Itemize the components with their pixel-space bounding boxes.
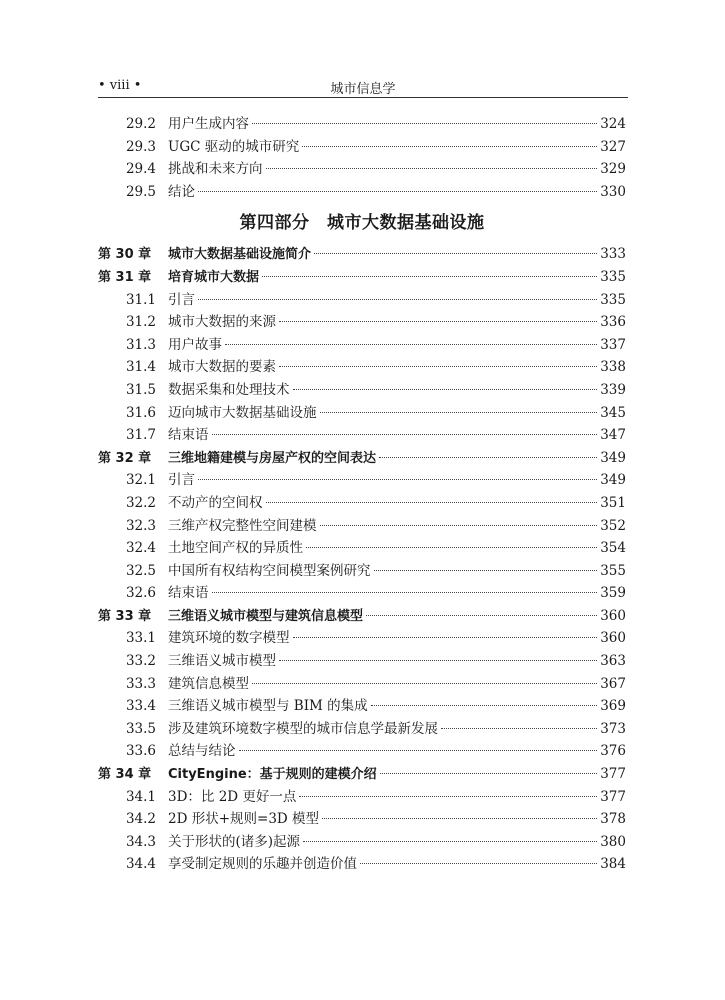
toc-section-entry (98, 537, 626, 560)
page-number: 373 (600, 720, 626, 737)
dot-leader (198, 190, 597, 192)
chapter-number: 第 32 章 (98, 450, 152, 466)
section-number: 29.4 (125, 161, 156, 178)
page-number: 335 (600, 291, 626, 308)
toc-section-entry (98, 311, 626, 334)
section-title: 享受制定规则的乐趣并创造价值 (168, 856, 357, 873)
part-title: 第四部分 城市大数据基础设施 (239, 213, 485, 234)
toc-section-entry (98, 718, 626, 741)
page-number: 376 (600, 743, 626, 760)
section-number: 31.4 (125, 359, 156, 376)
chapter-number: 第 31 章 (98, 269, 152, 285)
dot-leader (239, 749, 598, 751)
page-number: 354 (600, 540, 626, 557)
dot-leader (379, 456, 597, 458)
toc-section-entry (98, 356, 626, 379)
section-title: 结束语 (168, 585, 209, 602)
dot-leader (279, 365, 597, 367)
dot-leader (322, 817, 597, 819)
page-number: 336 (600, 314, 626, 331)
section-title: 引言 (168, 291, 195, 308)
page-number: 377 (600, 788, 626, 805)
toc-section-entry (98, 650, 626, 673)
page-number: 324 (600, 116, 626, 132)
dot-leader (293, 636, 598, 638)
page-number: 351 (600, 494, 626, 511)
toc-chapter-entry (98, 243, 626, 266)
toc-chapter-entry (98, 266, 626, 289)
page-number: 380 (600, 833, 626, 850)
section-title: UGC 驱动的城市研究 (168, 138, 300, 155)
toc-section-entry (98, 158, 626, 181)
toc-section-entry (98, 402, 626, 425)
dot-leader (314, 252, 597, 254)
page-number: 345 (600, 404, 626, 421)
dot-leader (374, 569, 598, 571)
section-title: 三维语义城市模型 (168, 653, 276, 670)
dot-leader (198, 478, 597, 480)
section-number: 31.7 (125, 427, 156, 444)
dot-leader (302, 145, 597, 147)
section-number: 34.1 (125, 788, 156, 805)
section-title: 涉及建筑环境数字模型的城市信息学最新发展 (168, 720, 438, 737)
table-of-contents (98, 113, 626, 876)
section-title: 用户生成内容 (168, 116, 249, 132)
toc-section-entry (98, 469, 626, 492)
dot-leader (266, 167, 598, 169)
section-number: 31.5 (125, 381, 156, 398)
page-number: 363 (600, 653, 626, 670)
toc-section-entry (98, 853, 626, 876)
page-number: 329 (600, 161, 626, 178)
chapter-title: 培育城市大数据 (168, 269, 260, 285)
section-title: 三维语义城市模型与 BIM 的集成 (168, 698, 368, 715)
section-number: 34.2 (125, 811, 156, 828)
dot-leader (293, 388, 598, 390)
toc-section-entry (98, 113, 626, 136)
section-number: 32.3 (125, 517, 156, 534)
dot-leader (198, 298, 597, 300)
page-number: 338 (600, 359, 626, 376)
section-number: 31.6 (125, 404, 156, 421)
section-title: 用户故事 (168, 336, 222, 353)
book-title: 城市信息学 (330, 82, 396, 97)
dot-leader (262, 275, 597, 277)
section-title: 城市大数据的来源 (168, 314, 276, 331)
toc-section-entry (98, 492, 626, 515)
section-title: 引言 (168, 472, 195, 489)
chapter-number: 第 34 章 (98, 767, 152, 783)
page-number: 333 (600, 246, 626, 263)
section-number: 32.2 (125, 494, 156, 511)
running-header (98, 76, 628, 98)
toc-section-entry (98, 289, 626, 312)
page-number: 347 (600, 427, 626, 444)
dot-leader (266, 501, 598, 503)
toc-chapter-entry (98, 447, 626, 470)
page-number: 378 (600, 811, 626, 828)
section-title: 建筑环境的数字模型 (168, 630, 290, 647)
section-number: 33.1 (125, 630, 156, 647)
section-number: 33.5 (125, 720, 156, 737)
page-number: 339 (600, 381, 626, 398)
section-title: 建筑信息模型 (168, 675, 249, 692)
toc-section-entry (98, 582, 626, 605)
section-number: 34.3 (125, 833, 156, 850)
toc-section-entry (98, 181, 626, 204)
dot-leader (252, 122, 597, 124)
page-number: 352 (600, 517, 626, 534)
section-title: 总结与结论 (168, 743, 236, 760)
section-number: 29.5 (125, 183, 156, 200)
chapter-title: 三维地籍建模与房屋产权的空间表达 (168, 450, 377, 466)
section-number: 32.5 (125, 562, 156, 579)
section-number: 32.6 (125, 585, 156, 602)
page-number: 360 (600, 607, 626, 624)
section-number: 31.2 (125, 314, 156, 331)
chapter-title: 城市大数据基础设施简介 (168, 247, 312, 263)
section-title: 不动产的空间权 (168, 494, 263, 511)
toc-section-entry (98, 673, 626, 696)
dot-leader (303, 840, 597, 842)
toc-section-entry (98, 831, 626, 854)
page-number: 330 (600, 183, 626, 200)
dot-leader (320, 524, 598, 526)
page-number: • viii • (98, 78, 142, 93)
page-number: 349 (600, 449, 626, 466)
page-number: 349 (600, 472, 626, 489)
section-title: 城市大数据的要素 (168, 359, 276, 376)
section-number: 33.6 (125, 743, 156, 760)
section-title: 3D：比 2D 更好一点 (168, 788, 297, 805)
page-number: 367 (600, 675, 626, 692)
page-number: 377 (600, 766, 626, 783)
toc-section-entry (98, 740, 626, 763)
section-number: 33.2 (125, 653, 156, 670)
chapter-number: 第 33 章 (98, 608, 152, 624)
dot-leader (441, 727, 597, 729)
dot-leader (360, 862, 597, 864)
section-title: 结论 (168, 183, 195, 200)
dot-leader (212, 433, 598, 435)
toc-section-entry (98, 334, 626, 357)
page-number: 360 (600, 630, 626, 647)
toc-section-entry (98, 515, 626, 538)
dot-leader (212, 591, 598, 593)
toc-section-entry (98, 379, 626, 402)
chapter-title: CityEngine：基于规则的建模介绍 (168, 767, 377, 783)
section-number: 32.1 (125, 472, 156, 489)
section-title: 挑战和未来方向 (168, 161, 263, 178)
section-title: 迈向城市大数据基础设施 (168, 404, 317, 421)
section-title: 三维产权完整性空间建模 (168, 517, 317, 534)
dot-leader (279, 320, 597, 322)
dot-leader (320, 411, 598, 413)
section-number: 33.3 (125, 675, 156, 692)
chapter-number: 第 30 章 (98, 247, 152, 263)
section-number: 31.1 (125, 291, 156, 308)
section-number: 31.3 (125, 336, 156, 353)
toc-section-entry (98, 786, 626, 809)
dot-leader (366, 614, 597, 616)
header-rule (98, 97, 628, 98)
section-number: 34.4 (125, 856, 156, 873)
toc-section-entry (98, 560, 626, 583)
toc-section-entry (98, 424, 626, 447)
dot-leader (225, 343, 597, 345)
dot-leader (380, 772, 598, 774)
page-number: 327 (600, 138, 626, 155)
chapter-title: 三维语义城市模型与建筑信息模型 (168, 608, 364, 624)
dot-leader (299, 795, 597, 797)
section-title: 数据采集和处理技术 (168, 381, 290, 398)
section-number: 32.4 (125, 540, 156, 557)
section-title: 结束语 (168, 427, 209, 444)
section-number: 33.4 (125, 698, 156, 715)
page-number: 369 (600, 698, 626, 715)
toc-section-entry (98, 808, 626, 831)
toc-chapter-entry (98, 605, 626, 628)
dot-leader (279, 659, 597, 661)
section-number: 29.2 (125, 116, 156, 132)
page-number: 337 (600, 336, 626, 353)
section-title: 关于形状的(诸多)起源 (168, 833, 301, 850)
section-number: 29.3 (125, 138, 156, 155)
dot-leader (371, 704, 598, 706)
page-number: 355 (600, 562, 626, 579)
toc-chapter-entry (98, 763, 626, 786)
page-number: 359 (600, 585, 626, 602)
section-title: 中国所有权结构空间模型案例研究 (168, 562, 371, 579)
dot-leader (306, 546, 597, 548)
toc-section-entry (98, 695, 626, 718)
page-number: 384 (600, 856, 626, 873)
toc-section-entry (98, 136, 626, 159)
section-title: 土地空间产权的异质性 (168, 540, 303, 557)
page-number: 335 (600, 268, 626, 285)
dot-leader (252, 682, 597, 684)
section-title: 2D 形状+规则=3D 模型 (168, 811, 320, 828)
toc-section-entry (98, 627, 626, 650)
